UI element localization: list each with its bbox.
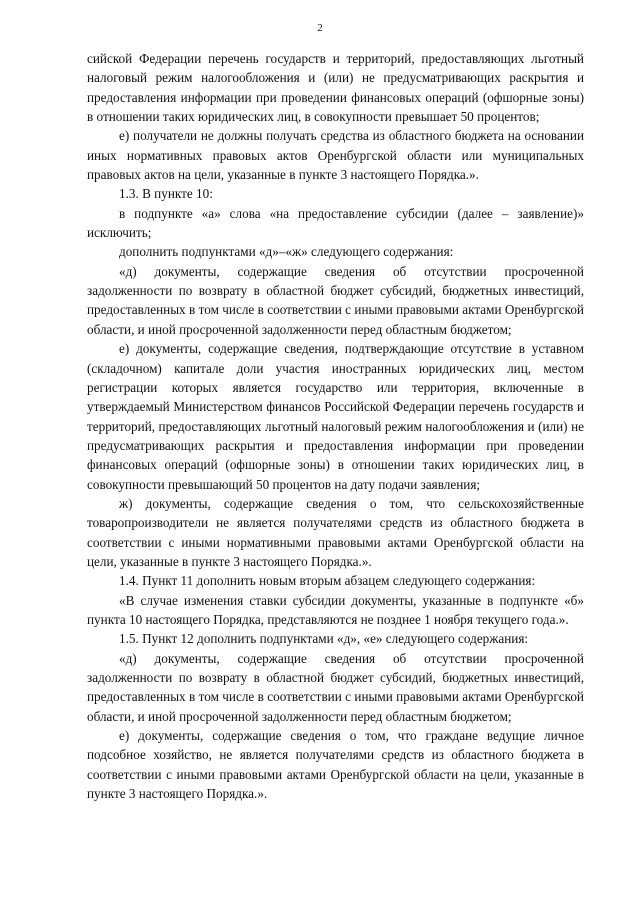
paragraph-subitem-e-2: е) документы, содержащие сведения, подтверждающие отсутствие в уставном (складочном) капитале доли участия иностранных юридических лиц, местом регистрации которых является государство или территория, включенные в утверждаемый Министерством финансов Российской Федерации перечень государств и территорий, предоставляющих льготный налоговый режим налогообложения и (или) не предусматривающих раскрытия и предоставления информации при проведении финансовых операций (офшорные зоны) в отношении таких юридических лиц, в совокупности превышающий 50 процентов на дату подачи заявления; [87, 341, 584, 492]
paragraph-subsidy-rate: «В случае изменения ставки субсидии документы, указанные в подпункте «б» пункта 10 настоящего Порядка, представляются не позднее 1 ноября текущего года.». [87, 592, 584, 627]
paragraph-subitem-e: е) получатели не должны получать средства из областного бюджета на основании иных нормативных правовых актов Оренбургской области или муниципальных правовых актов на цели, указанные в пункте 3 настоящего Порядка.». [87, 128, 584, 183]
paragraph-item-1-5: 1.5. Пункт 12 дополнить подпунктами «д», «е» следующего содержания: [119, 631, 529, 647]
page-number: 2 [317, 22, 323, 34]
paragraph-continuation: сийской Федерации перечень государств и территорий, предоставляющих льготный налоговый режим налогообложения и (или) не предусматривающих раскрытия и предоставления информации при проведении финансовых операций (офшорные зоны) в отношении таких юридических лиц, в совокупности превышает 50 процентов; [87, 51, 584, 125]
paragraph-item-1-4: 1.4. Пункт 11 дополнить новым вторым абзацем следующего содержания: [119, 573, 536, 589]
document-body [87, 49, 584, 803]
paragraph-subitem-zh: ж) документы, содержащие сведения о том, что сельскохозяйственные товаропроизводители не является получателями средств из областного бюджета в соответствии с иными нормативными правовыми актами Оренбургской области на цели, указанные в пункте 3 настоящего Порядка.». [87, 495, 584, 569]
paragraph-subitem-a-change: в подпункте «а» слова «на предоставление субсидии (далее – заявление)» исключить; [87, 205, 584, 241]
paragraph-item-1-3: 1.3. В пункте 10: [119, 186, 213, 202]
paragraph-subitem-d: «д) документы, содержащие сведения об отсутствии просроченной задолженности по возврату в областной бюджет субсидий, бюджетных инвестиций, предоставленных в том числе в соответствии с иными правовыми актами Оренбургской области, и иной просроченной задолженности перед областным бюджетом; [87, 263, 584, 337]
paragraph-subitem-d-2: «д) документы, содержащие сведения об отсутствии просроченной задолженности по возврату в областной бюджет субсидий, бюджетных инвестиций, предоставленных в том числе в соответствии с иными правовыми актами Оренбургской области, и иной просроченной задолженности перед областным бюджетом; [87, 650, 584, 724]
paragraph-add-subitems: дополнить подпунктами «д»–«ж» следующего содержания: [119, 244, 454, 260]
paragraph-subitem-e-3: е) документы, содержащие сведения о том, что граждане ведущие личное подсобное хозяйство, не является получателями средств из областного бюджета в соответствии с иными правовыми актами Оренбургской области на цели, указанные в пункте 3 настоящего Порядка.». [87, 728, 584, 802]
